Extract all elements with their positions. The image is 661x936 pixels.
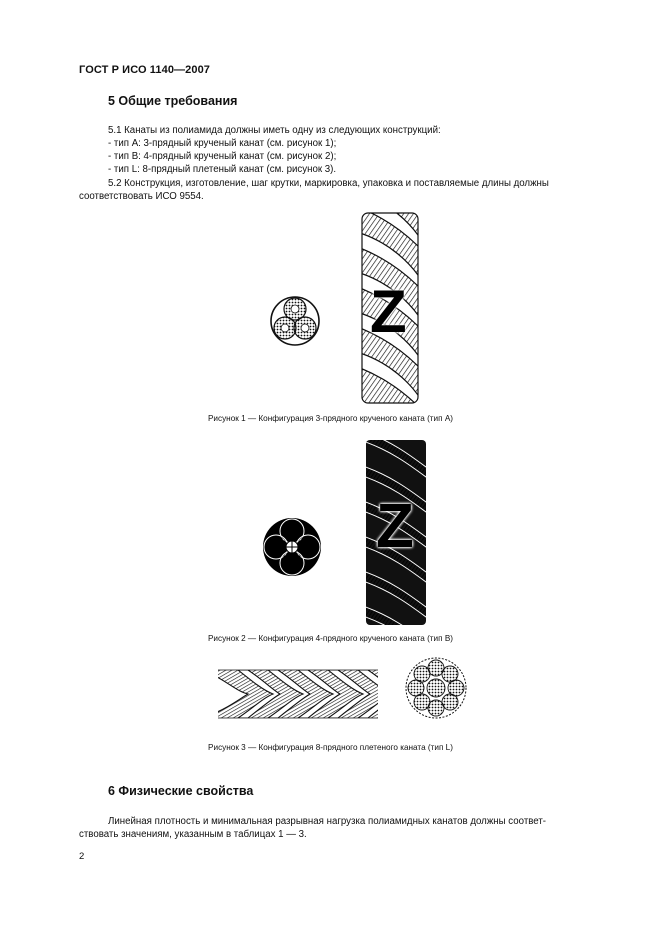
figure-3-caption: Рисунок 3 — Конфигурация 8-прядного плетеного каната (тип L) [208,743,453,752]
figure-3-braided-rope-image [218,664,378,724]
figure-1-caption: Рисунок 1 — Конфигурация 3-прядного крученого каната (тип А) [207,414,454,423]
page-number: 2 [79,851,85,862]
paragraph-5-2-line1: 5.2 Конструкция, изготовление, шаг крутки, маркировка, упаковка и поставляемые длины должны [108,178,549,189]
figure-2-caption: Рисунок 2 — Конфигурация 4-прядного крученого каната (тип В) [207,634,454,643]
section-6-text-line1: Линейная плотность и минимальная разрывная нагрузка полиамидных канатов должны соответ- [108,816,547,827]
section-6-text-line2: ствовать значениям, указанным в таблицах 1 — 3. [79,829,307,840]
figure-1-cross-section-image [270,292,320,350]
figure-2-lay-letter: Z [376,492,414,561]
paragraph-5-2-line2: соответствовать ИСО 9554. [79,191,204,202]
figure-3-cross-section-image [404,655,468,721]
section-5-title: 5 Общие требования [108,94,238,108]
paragraph-5-1: 5.1 Канаты из полиамида должны иметь одну из следующих конструкций: [108,125,441,136]
list-item-type-a: - тип А: 3-прядный крученый канат (см. рисунок 1); [108,138,337,149]
figure-2-cross-section-image [262,516,322,578]
list-item-type-b: - тип В: 4-прядный крученый канат (см. рисунок 2); [108,151,337,162]
figure-1-lay-letter: Z [370,278,407,345]
section-6-title: 6 Физические свойства [108,784,254,798]
document-id: ГОСТ Р ИСО 1140—2007 [79,64,211,76]
list-item-type-l: - тип L: 8-прядный плетеный канат (см. рисунок 3). [108,164,337,175]
